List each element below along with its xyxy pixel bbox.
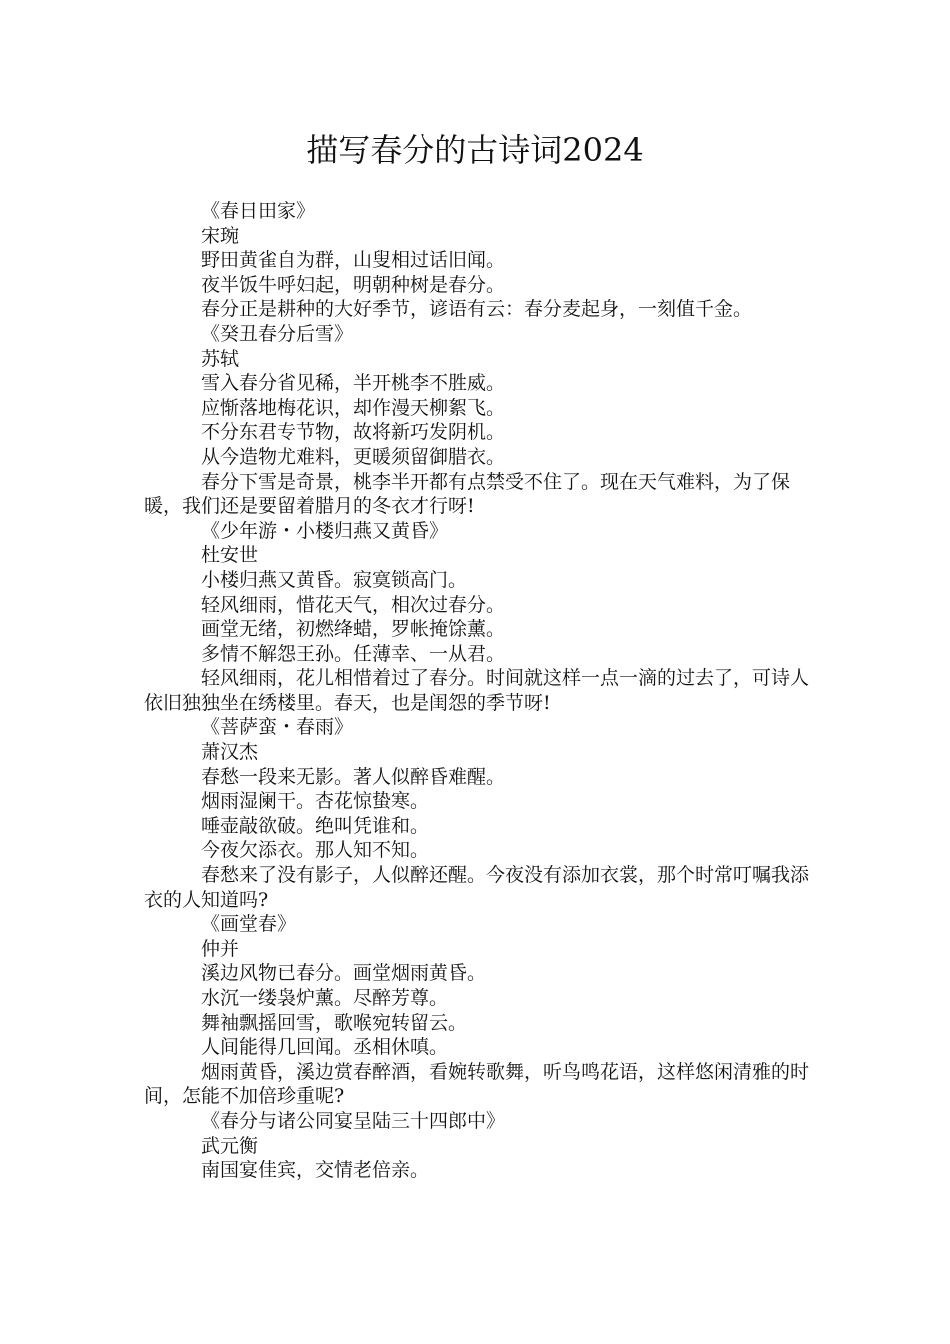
poem-line: 从今造物尤难料，更暖须留御腊衣。 — [201, 445, 506, 468]
poem-line: 舞袖飘摇回雪，歌喉宛转留云。 — [201, 1011, 468, 1034]
commentary-paragraph: 春分正是耕种的大好季节，谚语有云：春分麦起身，一刻值千金。 — [201, 298, 753, 321]
commentary-paragraph: 烟雨黄昏，溪边赏春醉酒，看婉转歌舞，听鸟鸣花语，这样悠闲清雅的时间，怎能不加倍珍重呢? — [144, 1060, 810, 1108]
poem-line: 今夜欠添衣。那人知不知。 — [201, 839, 430, 862]
commentary-paragraph: 轻风细雨，花儿相惜着过了春分。时间就这样一点一滴的过去了，可诗人依旧独独坐在绣楼里。春天，也是闺怨的季节呀! — [144, 667, 810, 714]
poem-title: 《少年游・小楼归燕又黄昏》 — [201, 519, 449, 542]
document-page — [144, 0, 824, 1183]
poem-line: 不分东君专节物，故将新巧发阴机。 — [201, 421, 506, 444]
poem-author: 仲并 — [201, 937, 240, 960]
poem-title: 《癸丑春分后雪》 — [201, 322, 354, 345]
poem-line: 夜半饭牛呼妇起，明朝种树是春分。 — [201, 273, 506, 296]
poem-line: 野田黄雀自为群，山叟相过话旧闻。 — [201, 249, 506, 272]
poem-line: 人间能得几回闻。丞相休嗔。 — [201, 1036, 449, 1059]
poem-title: 《菩萨蛮・春雨》 — [201, 716, 354, 739]
poem-line: 烟雨湿阑干。杏花惊蛰寒。 — [201, 790, 430, 813]
poem-line: 多情不解怨王孙。任薄幸、一从君。 — [201, 642, 506, 665]
poem-line: 溪边风物已春分。画堂烟雨黄昏。 — [201, 962, 487, 985]
poem-title: 《春分与诸公同宴呈陆三十四郎中》 — [201, 1109, 506, 1132]
poem-line: 南国宴佳宾，交情老倍亲。 — [201, 1159, 430, 1182]
poem-line: 应惭落地梅花识，却作漫天柳絮飞。 — [201, 396, 506, 419]
document-body — [144, 199, 824, 1183]
poem-author: 宋琬 — [201, 224, 240, 247]
poem-title: 《画堂春》 — [201, 913, 297, 936]
poem-title: 《春日田家》 — [201, 200, 316, 222]
document-title: 描写春分的古诗词2024 — [306, 131, 644, 169]
poem-line: 小楼归燕又黄昏。寂寞锁高门。 — [201, 568, 468, 591]
poem-line: 春愁一段来无影。著人似醉昏难醒。 — [201, 765, 506, 788]
poem-line: 雪入春分省见稀，半开桃李不胜威。 — [201, 372, 506, 395]
poem-line: 画堂无绪，初燃绛蜡，罗帐掩馀薰。 — [201, 618, 506, 641]
poem-author: 杜安世 — [201, 544, 259, 567]
poem-line: 轻风细雨，惜花天气，相次过春分。 — [201, 593, 506, 616]
poem-line: 水沉一缕袅炉薰。尽醉芳尊。 — [201, 987, 449, 1009]
poem-author: 武元衡 — [201, 1134, 259, 1157]
poem-line: 唾壶敲欲破。绝叫凭谁和。 — [201, 814, 430, 837]
poem-author: 萧汉杰 — [201, 741, 259, 764]
poem-author: 苏轼 — [201, 347, 240, 370]
commentary-paragraph: 春分下雪是奇景，桃李半开都有点禁受不住了。现在天气难料，为了保暖，我们还是要留着腊月的冬衣才行呀! — [144, 470, 791, 518]
commentary-paragraph: 春愁来了没有影子，人似醉还醒。今夜没有添加衣裳，那个时常叮嘱我添衣的人知道吗? — [144, 864, 810, 911]
